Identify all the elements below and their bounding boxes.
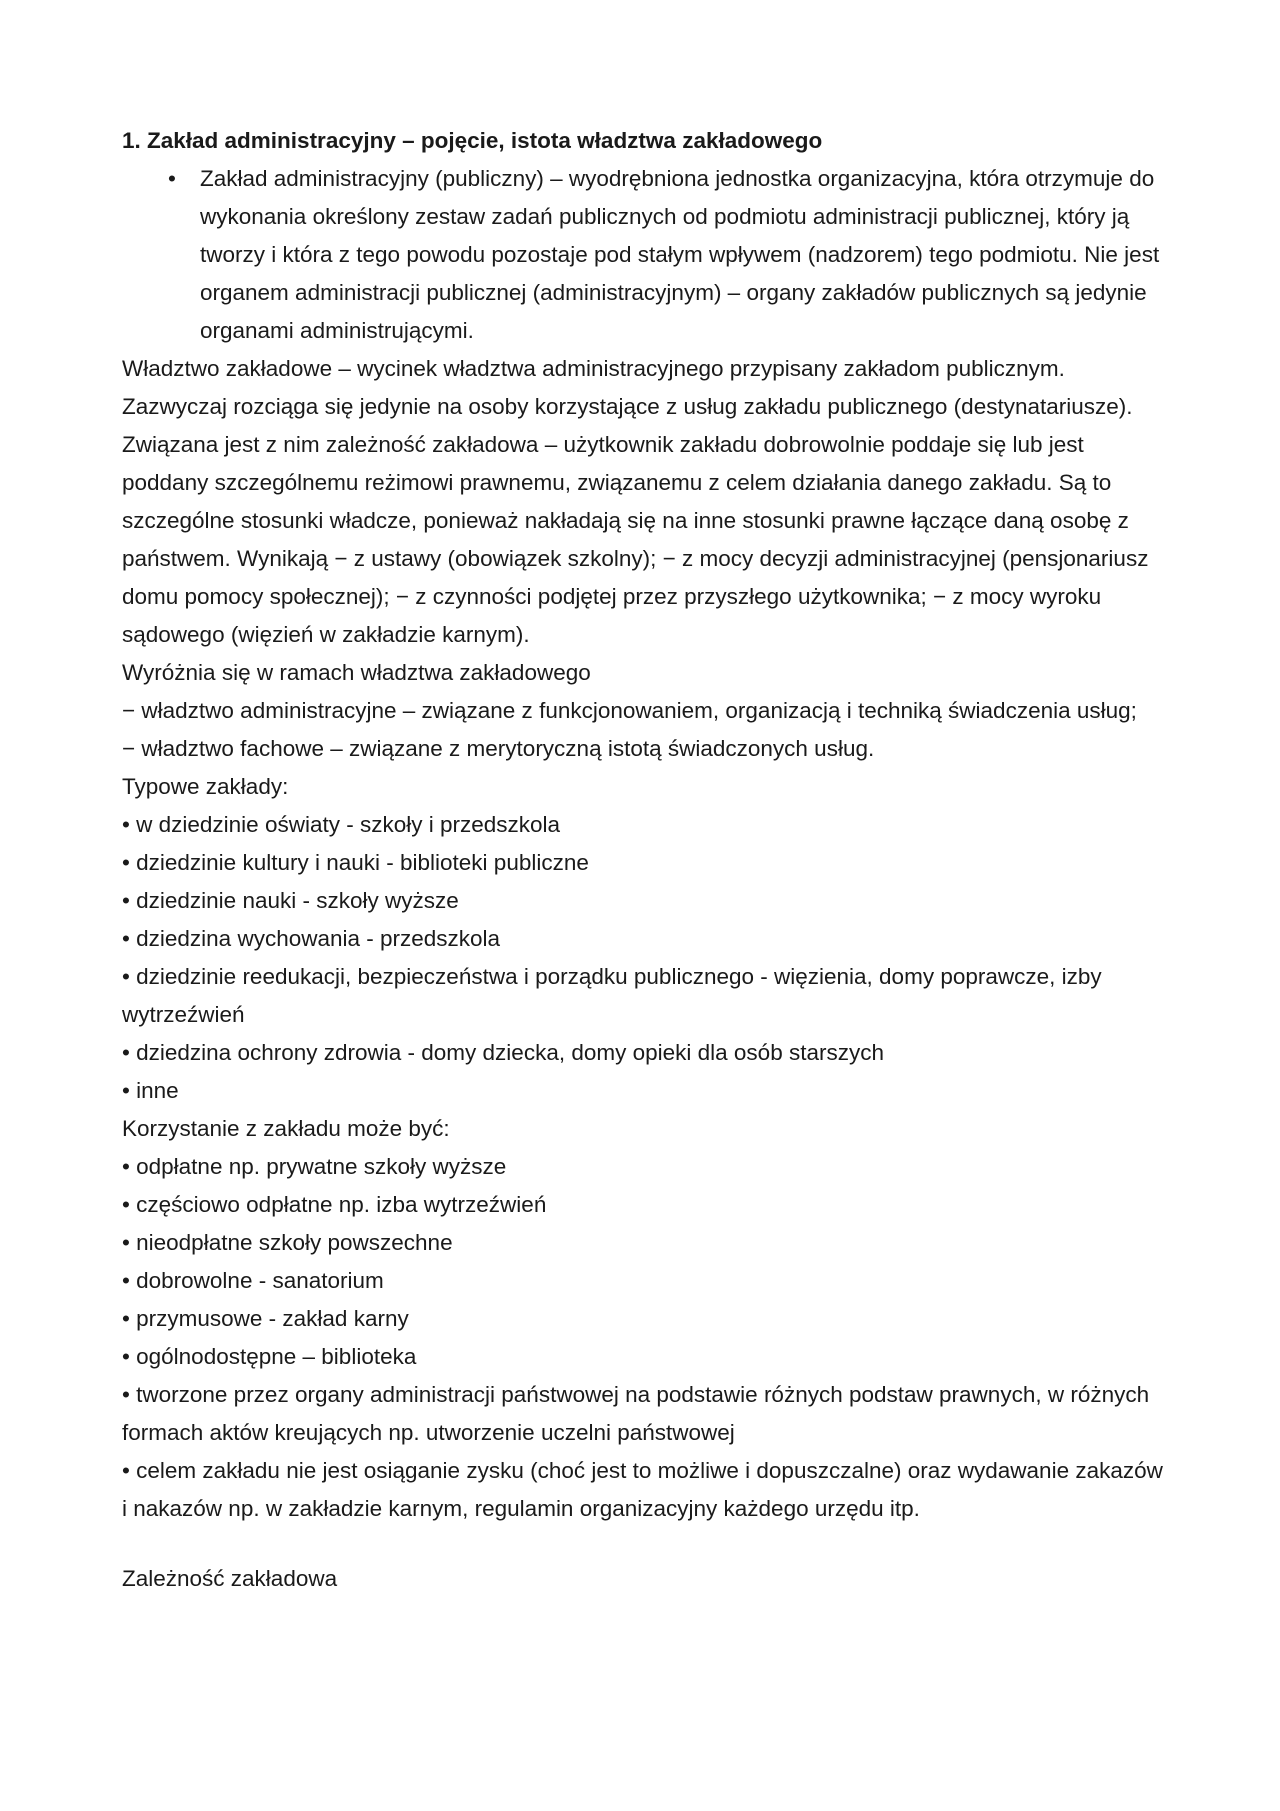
list-item: • dziedzina ochrony zdrowia - domy dziecka, domy opieki dla osób starszych bbox=[122, 1040, 884, 1065]
list-item: • celem zakładu nie jest osiąganie zysku (choć jest to możliwe i dopuszczalne) oraz wydawanie zakazów i nakazów np. w zakładzie karnym, regulamin organizacyjny każdego urzędu itp. bbox=[122, 1458, 1163, 1521]
paragraph-wladztwo: Władztwo zakładowe – wycinek władztwa administracyjnego przypisany zakładom publicznym. Zazwyczaj rozciąga się jedynie na osoby korzystające z usług zakładu publicznego (destynatariusze). Związana jest z nim zależność zakładowa – użytkownik zakładu dobrowolnie poddaje się lub jest poddany szczególnemu reżimowi prawnemu, związanemu z celem działania danego zakładu. Są to szczególne stosunki władcze, ponieważ nakładają się na inne stosunki prawne łączące daną osobę z państwem. Wynikają − z ustawy (obowiązek szkolny); − z mocy decyzji administracyjnej (pensjonariusz domu pomocy społecznej); − z czynności podjętej przez przyszłego użytkownika; − z mocy wyroku sądowego (więzień w zakładzie karnym). bbox=[122, 356, 1149, 647]
list-item: • dziedzina wychowania - przedszkola bbox=[122, 926, 501, 951]
typical-intro: Typowe zakłady: bbox=[122, 774, 289, 799]
list-item: • odpłatne np. prywatne szkoły wyższe bbox=[122, 1154, 507, 1179]
list-item: • częściowo odpłatne np. izba wytrzeźwień bbox=[122, 1192, 547, 1217]
definition-block bbox=[122, 160, 1170, 350]
list-item: • w dziedzinie oświaty - szkoły i przedszkola bbox=[122, 812, 561, 837]
definition-text: Zakład administracyjny (publiczny) – wyodrębniona jednostka organizacyjna, która otrzymuje do wykonania określony zestaw zadań publicznych od podmiotu administracji publicznej, który ją tworzy i która z tego powodu pozostaje pod stałym wpływem (nadzorem) tego podmiotu. Nie jest organem administracji publicznej (administracyjnym) – organy zakładów publicznych są jedynie organami administrującymi. bbox=[200, 166, 1160, 343]
section-zaleznosc-heading: Zależność zakładowa bbox=[122, 1566, 338, 1591]
distinction-item: − władztwo administracyjne – związane z funkcjonowaniem, organizacją i techniką świadczenia usług; bbox=[122, 698, 1137, 723]
list-item: • dziedzinie kultury i nauki - biblioteki publiczne bbox=[122, 850, 589, 875]
list-item: • ogólnodostępne – biblioteka bbox=[122, 1344, 417, 1369]
distinction-item: − władztwo fachowe – związane z merytoryczną istotą świadczonych usług. bbox=[122, 736, 875, 761]
list-item: • dobrowolne - sanatorium bbox=[122, 1268, 384, 1293]
bullet-icon: • bbox=[168, 166, 176, 191]
list-item: • nieodpłatne szkoły powszechne bbox=[122, 1230, 453, 1255]
spacer bbox=[122, 1528, 1170, 1560]
list-item: • przymusowe - zakład karny bbox=[122, 1306, 409, 1331]
distinction-intro: Wyróżnia się w ramach władztwa zakładowego bbox=[122, 660, 591, 685]
list-item: • dziedzinie nauki - szkoły wyższe bbox=[122, 888, 459, 913]
list-item: • tworzone przez organy administracji państwowej na podstawie różnych podstaw prawnych, w różnych formach aktów kreujących np. utworzenie uczelni państwowej bbox=[122, 1382, 1150, 1445]
list-item: • inne bbox=[122, 1078, 179, 1103]
list-item: • dziedzinie reedukacji, bezpieczeństwa i porządku publicznego - więzienia, domy poprawcze, izby wytrzeźwień bbox=[122, 964, 1102, 1027]
usage-intro: Korzystanie z zakładu może być: bbox=[122, 1116, 450, 1141]
section-heading: 1. Zakład administracyjny – pojęcie, istota władztwa zakładowego bbox=[122, 128, 823, 153]
